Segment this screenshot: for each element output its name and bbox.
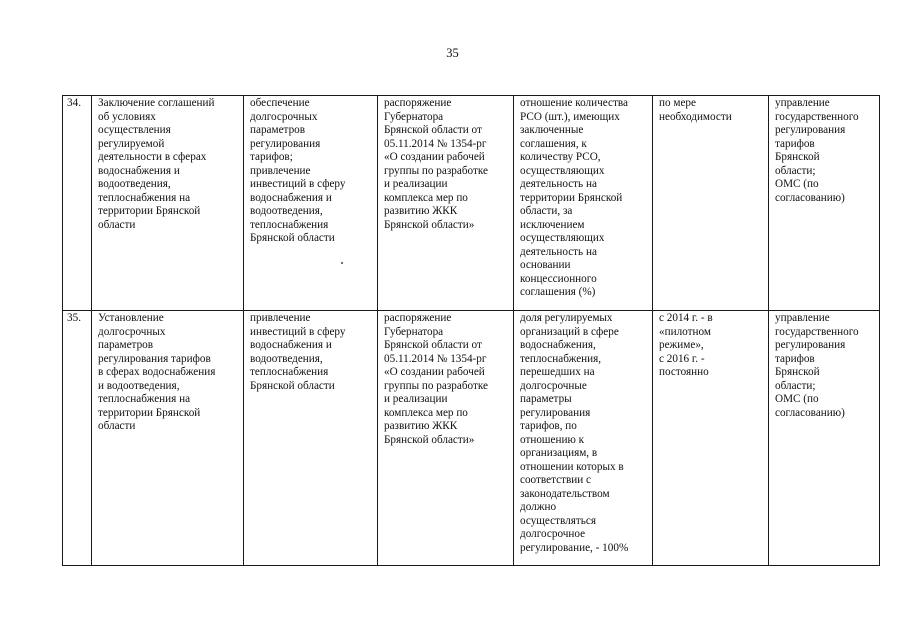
row-number-cell: 34. xyxy=(63,96,92,311)
measures-table xyxy=(62,95,880,566)
page-number: 35 xyxy=(446,46,459,60)
measure-cell: Заключение соглашений об условиях осуществления регулируемой деятельности в сферах водоснабжения и водоотведения, теплоснабжения на территории Брянской области xyxy=(92,96,244,311)
measure-cell: Установление долгосрочных параметров регулирования тарифов в сферах водоснабжения и водоотведения, теплоснабжения на территории Брянской области xyxy=(92,311,244,566)
responsible-cell: управление государственного регулирования тарифов Брянской области; ОМС (по согласованию) xyxy=(769,311,880,566)
deadline-cell: с 2014 г. - в «пилотном режиме», с 2016 г. - постоянно xyxy=(653,311,769,566)
table-row xyxy=(63,311,880,566)
goal-cell: обеспечение долгосрочных параметров регулирования тарифов; привлечение инвестиций в сферу водоснабжения и водоотведения, теплоснабжения Брянской области xyxy=(244,96,378,311)
goal-cell: привлечение инвестиций в сферу водоснабжения и водоотведения, теплоснабжения Брянской области xyxy=(244,311,378,566)
row-number-cell: 35. xyxy=(63,311,92,566)
scan-speck xyxy=(341,262,343,264)
table-row xyxy=(63,96,880,311)
deadline-cell: по мере необходимости xyxy=(653,96,769,311)
indicator-cell: доля регулируемых организаций в сфере водоснабжения, теплоснабжения, перешедших на долгосрочные параметры регулирования тарифов, по отношению к организациям, в отношении которых в соответствии с законодательством должно осуществляться долгосрочное регулирование, - 100% xyxy=(514,311,653,566)
responsible-cell: управление государственного регулирования тарифов Брянской области; ОМС (по согласованию) xyxy=(769,96,880,311)
legal-basis-cell: распоряжение Губернатора Брянской области от 05.11.2014 № 1354-рг «О создании рабочей группы по разработке и реализации комплекса мер по развитию ЖКК Брянской области» xyxy=(378,96,514,311)
indicator-cell: отношение количества РСО (шт.), имеющих заключенные соглашения, к количеству РСО, осуществляющих деятельность на территории Брянской области, за исключением осуществляющих деятельность на основании концессионного соглашения (%) xyxy=(514,96,653,311)
legal-basis-cell: распоряжение Губернатора Брянской области от 05.11.2014 № 1354-рг «О создании рабочей группы по разработке и реализации комплекса мер по развитию ЖКК Брянской области» xyxy=(378,311,514,566)
